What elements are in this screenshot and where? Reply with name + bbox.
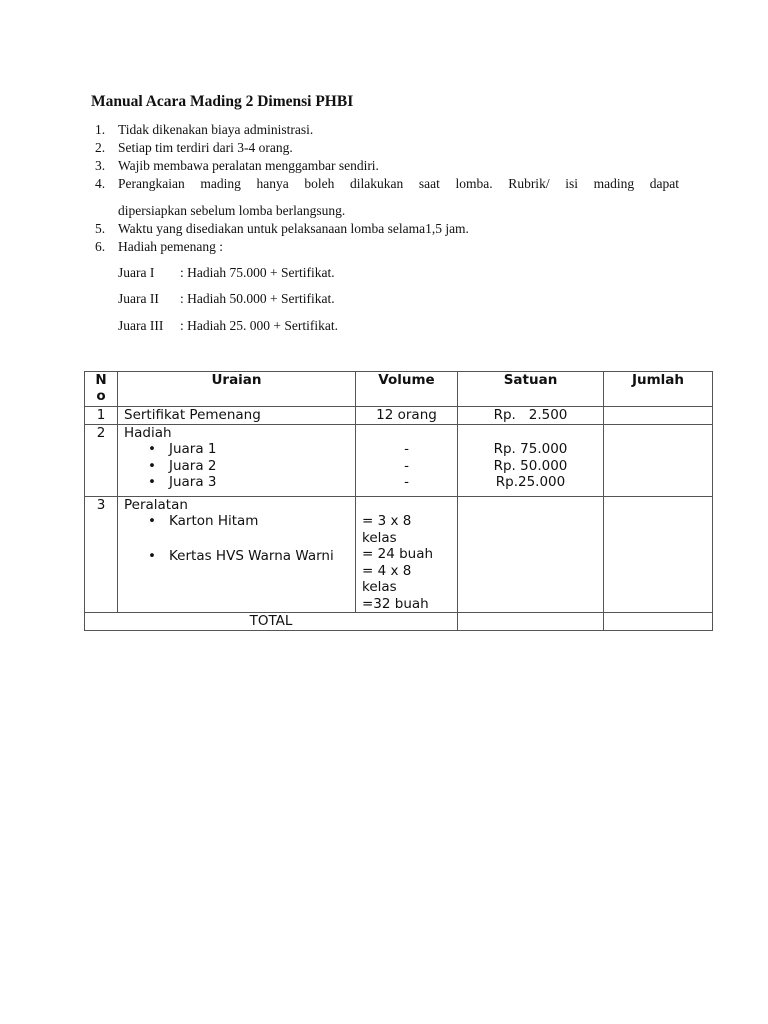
list-item: • Juara 3: [124, 474, 349, 491]
table-row: [85, 496, 713, 613]
prize-value: : Hadiah 25. 000 + Sertifikat.: [180, 318, 338, 333]
cell-satuan: Rp. 2.500: [458, 407, 604, 425]
rule-number: 3.: [95, 158, 106, 173]
cell-jumlah: [604, 424, 713, 496]
cell-no: 3: [85, 496, 118, 613]
satuan-value: Rp. 50.000: [493, 457, 568, 474]
rule-number: 4.: [95, 176, 106, 191]
cell-volume: [356, 496, 458, 613]
rule-text: Wajib membawa peralatan menggambar sendiri.: [118, 158, 379, 173]
rule-number: 5.: [95, 221, 106, 236]
header-no: N o: [85, 372, 118, 407]
prize-label: Juara I: [118, 265, 155, 280]
header-uraian: Uraian: [118, 372, 356, 407]
item-heading: Hadiah: [124, 424, 172, 441]
total-jumlah: [604, 613, 713, 631]
total-satuan: [458, 613, 604, 631]
list-item: • Juara 2: [124, 458, 349, 475]
header-satuan: Satuan: [458, 372, 604, 407]
cell-jumlah: [604, 496, 713, 613]
item-heading: Peralatan: [124, 496, 188, 513]
header-volume: Volume: [356, 372, 458, 407]
table-row: [85, 407, 713, 425]
list-item: • Karton Hitam: [124, 513, 349, 530]
cell-no: 1: [85, 407, 118, 425]
cell-jumlah: [604, 407, 713, 425]
rule-text: Hadiah pemenang :: [118, 239, 223, 254]
prize-value: : Hadiah 75.000 + Sertifikat.: [180, 265, 335, 280]
cell-no: 2: [85, 424, 118, 496]
cell-satuan: [458, 424, 604, 496]
rule-text-continuation: dipersiapkan sebelum lomba berlangsung.: [118, 203, 346, 218]
rule-text: Tidak dikenakan biaya administrasi.: [118, 122, 314, 137]
cell-volume: 12 orang: [356, 407, 458, 425]
rule-number: 2.: [95, 140, 106, 155]
rule-text: Perangkaian mading hanya boleh dilakukan saat lomba. Rubrik/ isi mading dapat: [118, 176, 679, 191]
cell-uraian: [118, 424, 356, 496]
item-list: [124, 441, 349, 491]
total-label: TOTAL: [85, 613, 458, 631]
cell-uraian: Sertifikat Pemenang: [118, 407, 356, 425]
volume-value: -: [404, 441, 409, 457]
rule-text: Waktu yang disediakan untuk pelaksanaan lomba selama1,5 jam.: [118, 221, 469, 236]
table-row: [85, 424, 713, 496]
satuan-value: Rp. 75.000: [493, 441, 568, 457]
volume-value: -: [404, 474, 409, 490]
rule-number: 1.: [95, 122, 106, 137]
document-title: Manual Acara Mading 2 Dimensi PHBI: [91, 93, 354, 110]
satuan-value: Rp.25.000: [495, 474, 566, 490]
list-item: • Juara 1: [124, 441, 349, 458]
prize-value: : Hadiah 50.000 + Sertifikat.: [180, 291, 335, 306]
prize-label: Juara III: [118, 318, 164, 333]
cell-volume: [356, 424, 458, 496]
budget-table: [84, 371, 713, 631]
header-jumlah: Jumlah: [604, 372, 713, 407]
rule-number: 6.: [95, 239, 106, 254]
rule-text: Setiap tim terdiri dari 3-4 orang.: [118, 140, 293, 155]
table-header-row: [85, 372, 713, 407]
table-total-row: [85, 613, 713, 631]
item-list: [124, 513, 349, 564]
volume-value: -: [404, 457, 409, 474]
list-item: • Kertas HVS Warna Warni: [124, 548, 349, 565]
cell-satuan: [458, 496, 604, 613]
cell-uraian: [118, 496, 356, 613]
volume-value: = 3 x 8 kelas = 24 buah = 4 x 8 kelas =32 buah: [362, 513, 434, 612]
prize-label: Juara II: [118, 291, 159, 306]
